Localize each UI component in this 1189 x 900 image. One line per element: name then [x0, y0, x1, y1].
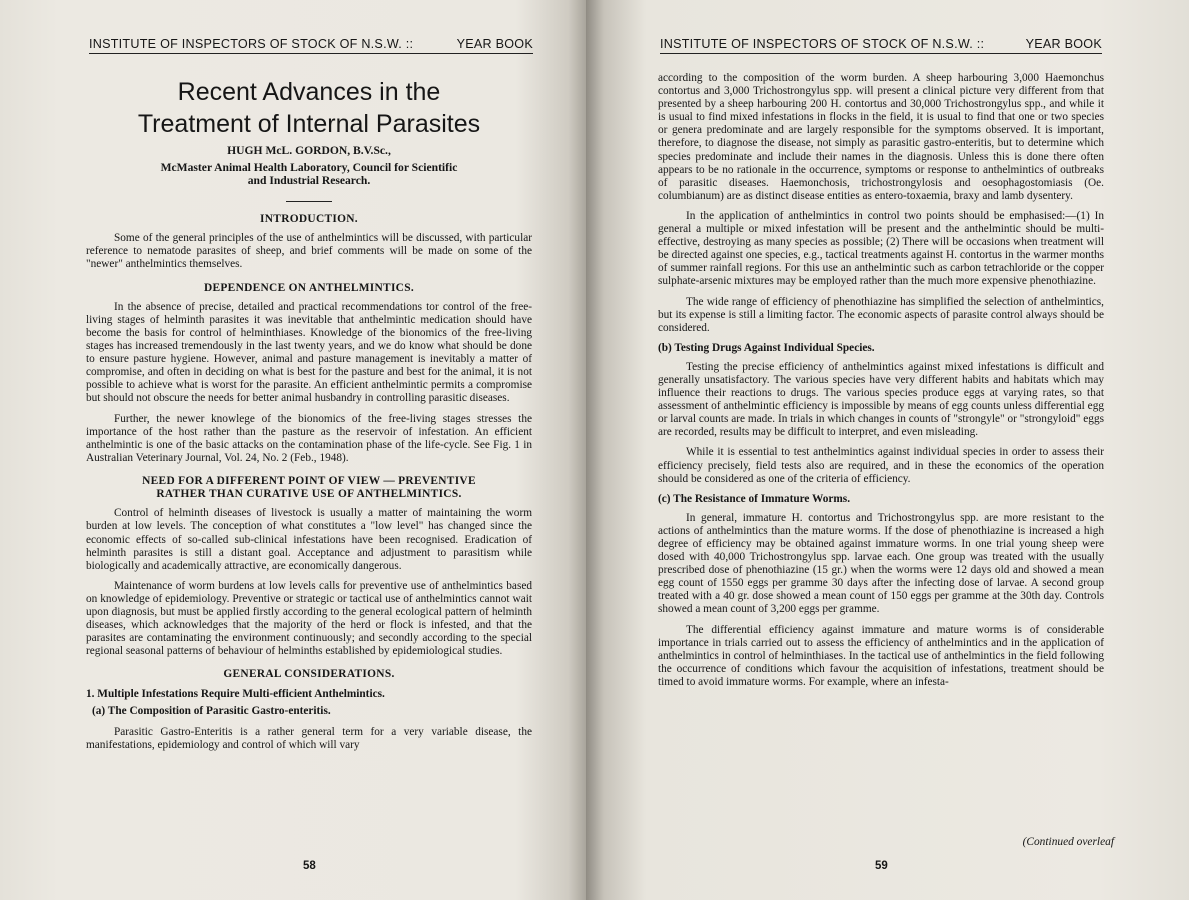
paragraph-field-tests: While it is essential to test anthelmintics against individual species in order to assess their efficiency precisely, field tests also are required, and in these the economics of the operation should be considered as one of the criteria of efficiency. — [658, 446, 1104, 485]
heading-need-line-2: RATHER THAN CURATIVE USE OF ANTHELMINTICS. — [156, 488, 462, 501]
left-column — [86, 66, 532, 759]
heading-need-line-1: NEED FOR A DIFFERENT POINT OF VIEW — PREVENTIVE — [142, 474, 476, 487]
paragraph-need-2: Maintenance of worm burdens at low levels calls for preventive use of anthelmintics based on knowledge of epidemiology. Preventive or strategic or tactical use of anthelmintics cannot wait upon diagnosis, but must be applied firstly according to the general ecological pattern of helminth diseases, which acknowledges that the majority of the herd or flock is infested, and that the parasites are contaminating the environment continuously; and secondly according to the special regional seasonal patterns of behaviour of helminths established by epidemiological studies. — [86, 579, 532, 658]
affiliation-line-1: McMaster Animal Health Laboratory, Council for Scientific — [160, 161, 458, 175]
title-line-2: Treatment of Internal Parasites — [137, 110, 481, 138]
paragraph-immature-worms: In general, immature H. contortus and Trichostrongylus spp. are more resistant to the actions of anthelmintics than the mature worms. If the dose of phenothiazine is increased a high degree of efficiency may be obtained against immature worms. In one trial young sheep were dosed with 40,000 Trichostrongylus spp. larvae each. One group was treated with the usually prescribed dose of phenothiazine (15 gr.) when the worms were 12 days old and showed a mean egg count of 1550 eggs per gramme 30 days after the infecting dose of larvae. A second group treated with a 40 gr. dose showed a mean count of 150 eggs per gramme at the 30th day. Controls showed a mean count of 3,200 eggs per gramme. — [658, 511, 1104, 616]
running-head-text: INSTITUTE OF INSPECTORS OF STOCK OF N.S.W. :: — [660, 37, 985, 51]
paragraph-phenothiazine: The wide range of efficiency of phenothiazine has simplified the selection of anthelmintics, but its expense is still a limiting factor. The economic aspects of parasite control always should be considered. — [658, 295, 1104, 334]
affiliation — [86, 161, 532, 187]
left-page — [0, 0, 586, 900]
title-divider — [286, 201, 332, 202]
page-number-left: 58 — [303, 860, 316, 872]
heading-dependence: DEPENDENCE ON ANTHELMINTICS. — [204, 281, 414, 294]
running-head-text: INSTITUTE OF INSPECTORS OF STOCK OF N.S.W. :: — [89, 37, 414, 51]
subheading-multiple-infestations: 1. Multiple Infestations Require Multi-efficient Anthelmintics. — [86, 687, 385, 700]
page-number-right: 59 — [875, 860, 888, 872]
subheading-testing-drugs: (b) Testing Drugs Against Individual Species. — [658, 341, 875, 354]
continued-note: (Continued overleaf — [1022, 836, 1114, 848]
author: HUGH McL. GORDON, B.V.Sc., — [227, 144, 391, 157]
paragraph-introduction: Some of the general principles of the use of anthelmintics will be discussed, with particular reference to nematode parasites of sheep, and brief comments will be made on some of the "newer" anthelmintics themselves. — [86, 232, 532, 271]
paragraph-testing: Testing the precise efficiency of anthelmintics against mixed infestations is difficult and generally unsatisfactory. The various species have very different habits and habitats which may influence their reactions to drugs. The various species produce eggs at varying rates, so that assessment of anthelmintic efficiency is impossible by means of egg counts unless differential egg or larval counts are made. In trials in which changes in counts of "strongyle" or "strongyloid" eggs are recorded, results may be difficult to interpret, and even misleading. — [658, 360, 1104, 439]
heading-general: GENERAL CONSIDERATIONS. — [223, 668, 395, 681]
paragraph-need-1: Control of helminth diseases of livestock is usually a matter of maintaining the worm burden at low levels. The conception of what constitutes a "low level" has changed since the economic effects of so-called sub-clinical infestations have been recognised. Eradication of helminth parasites is still a distant goal. Acceptance and adjustment to parasitism while biologically and academically attractive, are economically dangerous. — [86, 507, 532, 572]
paragraph-differential-efficiency: The differential efficiency against immature and mature worms is of considerable importance in trials carried out to assess the efficiency of anthelmintics and in the application of anthelmintics in control of helminthiases. In the tactical use of anthelmintics in the field following the occurrence of conditions which favour the acquisition of infestations, treatment should be timed to avoid immature worms. For example, where an infesta- — [658, 623, 1104, 688]
paragraph-worm-burden: according to the composition of the worm burden. A sheep harbouring 3,000 Haemonchus contortus and 3,000 Trichostrongylus spp. will present a clinical picture very different from that presented by a sheep harbouring 200 H. contortus and 30,000 Trichostrongylus spp., and while it is usual to find mixed infestations in flocks in the field, it is usual to find that one or two species or genera predominate and are largely responsible for the symptoms observed. It is important, therefore, to diagnose the disease, not simply as parasitic gastro-enteritis, but to determine which species predominate and include their names in the diagnosis. Unless this is done there often appears to be no rationale in the occurrence, symptoms or response to anthelmintics of outbreaks of parasitic diseases. Haemonchosis, trichostrongylosis and oesophagostomiasis (Oe. columbianum) are as distinct disease entities as entero-toxaemia, braxy and lamb dysentery. — [658, 72, 1104, 202]
affiliation-line-2: and Industrial Research. — [247, 174, 371, 188]
paragraph-dependence-1: In the absence of precise, detailed and practical recommendations tor control of the free-living stages of helminth parasites it was inevitable that anthelmintic medication should have become the basis for control of helminthiases. Knowledge of the bionomics of the free-living stages has increased tremendously in the last twenty years, and we do know what should be done to ensure pasture hygiene. However, animal and pasture management is inevitably a matter of compromise, and often in deciding on what is best for the pasture and best for the animal, it is not possible to achieve what is worst for the parasite. An efficient anthelmintic permits a compromise but should not obscure the needs for better animal husbandry in controlling parasitic diseases. — [86, 300, 532, 405]
title-line-1: Recent Advances in the — [177, 78, 441, 106]
right-page — [586, 0, 1189, 900]
header-rule — [660, 53, 1102, 54]
subheading-composition: (a) The Composition of Parasitic Gastro-enteritis. — [92, 704, 331, 717]
article-title — [86, 76, 532, 140]
header-rule — [89, 53, 533, 54]
heading-introduction: INTRODUCTION. — [260, 213, 358, 226]
right-column — [658, 72, 1104, 696]
paragraph-dependence-2: Further, the newer knowlege of the bionomics of the free-living stages stresses the importance of the host rather than the pasture as the reservoir of infestation. An efficient anthelmintic is one of the basic attacks on the contamination phase of the life-cycle. See Fig. 1 in Australian Veterinary Journal, Vol. 24, No. 2 (Feb., 1948). — [86, 412, 532, 464]
year-book-label: YEAR BOOK — [456, 37, 533, 51]
subheading-resistance: (c) The Resistance of Immature Worms. — [658, 492, 851, 505]
running-head — [89, 37, 533, 51]
paragraph-gastro-enteritis: Parasitic Gastro-Enteritis is a rather general term for a very variable disease, the manifestations, epidemiology and control of which will vary — [86, 725, 532, 751]
paragraph-application: In the application of anthelmintics in control two points should be emphasised:—(1) In general a multiple or mixed infestation will be present and the anthelmintic should be multi-effective, destroying as many species as possible; (2) There will be occasions when treatment will be directed against one species, e.g., tactical treatments against H. contortus in the warmer months of summer rainfall regions. For this use an anthelmintic such as carbon tetrachloride or the copper sulphate-arsenic mixtures may be employed rather than the much more expensive phenothiazine. — [658, 209, 1104, 288]
heading-need — [86, 475, 532, 501]
year-book-label: YEAR BOOK — [1025, 37, 1102, 51]
running-head — [660, 37, 1102, 51]
